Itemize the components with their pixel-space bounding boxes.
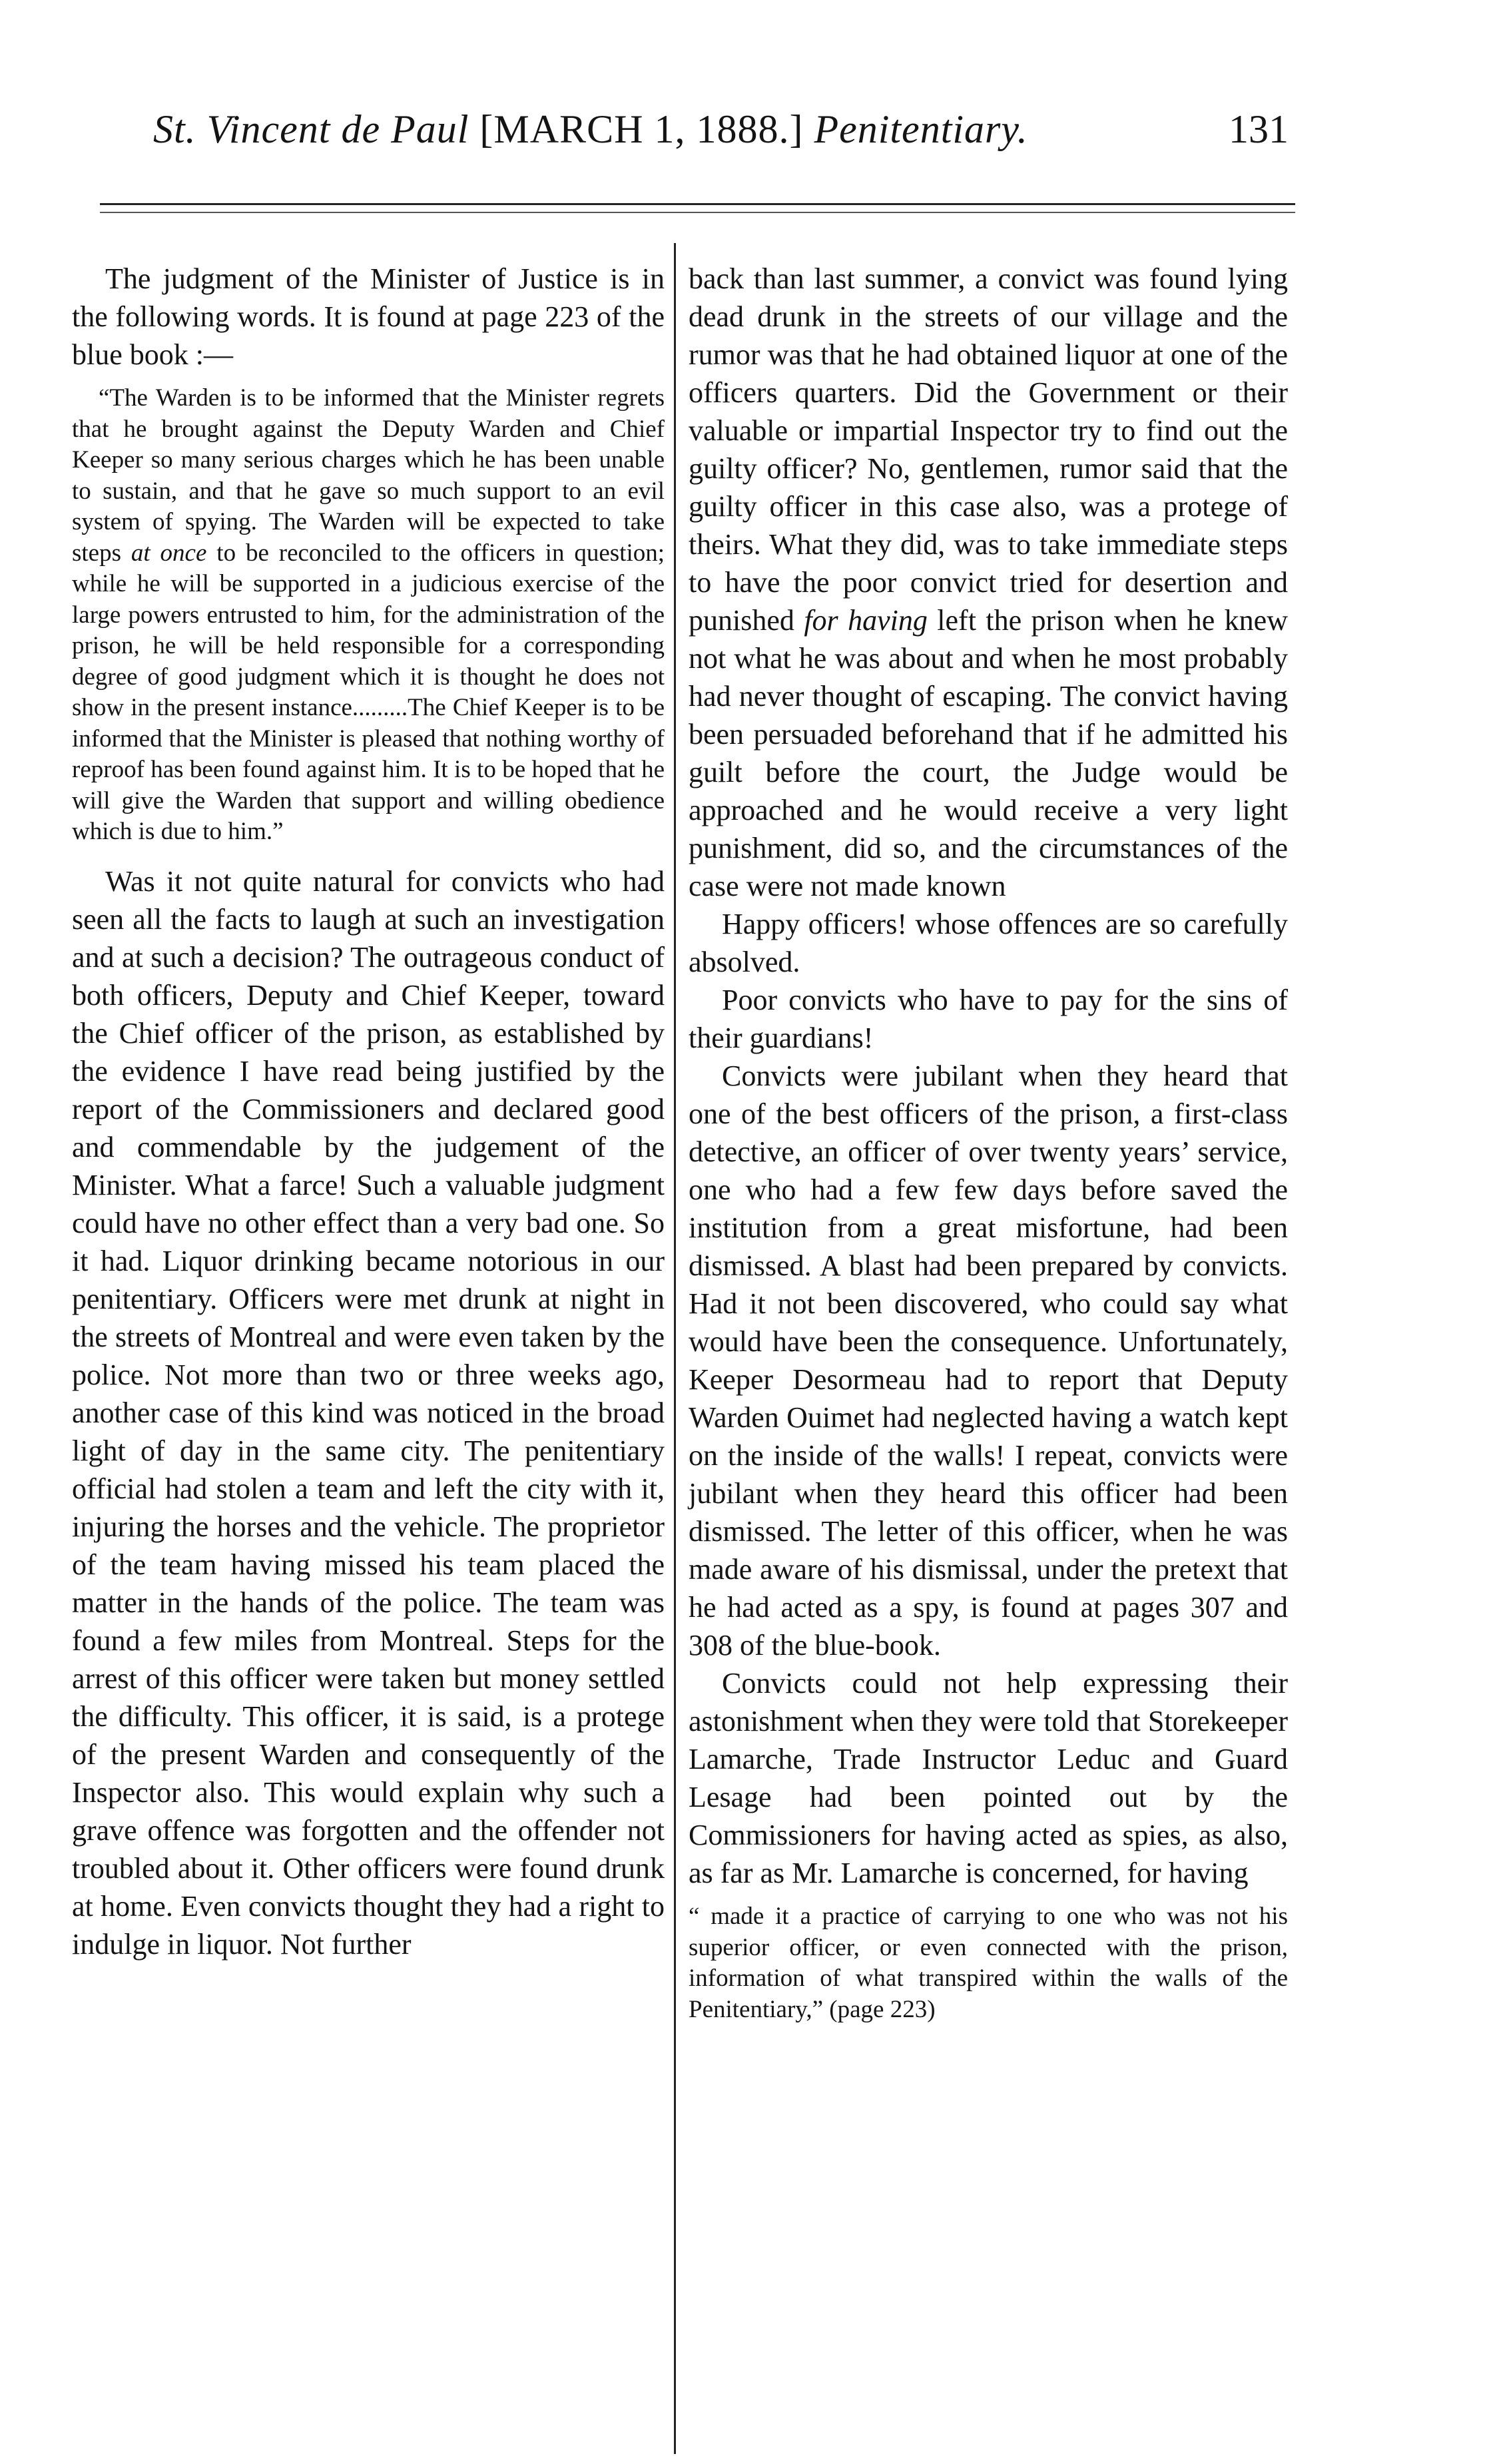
paragraph-part-a: back than last summer, a convict was found lying dead drunk in the streets of our village and the rumor was that he had obtained liquor at one of the officers quarters. Did the Government or their valuable or impartial Inspector try to find out the guilty officer? No, gentlemen, rumor said that the guilty officer in this case also, was a protege of theirs. What they did, was to take immediate steps to have the poor convict tried for desertion and punished [689, 262, 1288, 637]
title-institution: Penitentiary. [814, 107, 1028, 151]
paragraph-part-b: left the prison when he knew not what he was about and when he most probably had never thought of escaping. The convict having been persuaded beforehand that if he admitted his guilt before the court, the Judge would be approached and he would receive a very light punishment, did so, and the circumstances of the case were not made known [689, 604, 1288, 902]
paragraph-spies: Convicts could not help expressing their astonishment when they were told that Storekeeper Lamarche, Trade Instructor Leduc and Guard Lesage had been pointed out by the Commissioners for having acted as spies, as also, as far as Mr. Lamarche is concerned, for having [689, 1667, 1288, 1889]
quote-emphasis: at once [131, 539, 207, 567]
paragraph-drunk-convict [689, 260, 1288, 905]
quote-part-a: “The Warden is to be informed that the Minister regrets that he brought against the Deputy Warden and Chief Keeper so many serious charges which he has been unable to sustain, and that he gave so much support to an evil system of spying. The Warden will be expected to take steps [72, 384, 665, 567]
title-saint: St. Vincent de Paul [153, 107, 469, 151]
running-title [153, 107, 1028, 153]
paragraph-dismissal: Convicts were jubilant when they heard that one of the best officers of the prison, a first-class detective, an officer of over twenty years’ service, one who had a few few days before saved the institution from a great misfortune, had been dismissed. A blast had been prepared by convicts. Had it not been discovered, who could say what would have been the consequence. Unfortunately, Keeper Desormeau had to report that Deputy Warden Ouimet had neglected having a watch kept on the inside of the walls! I repeat, convicts were jubilant when they heard this officer had been dismissed. The letter of this officer, when he was made aware of his dismissal, under the pretext that he had acted as a spy, is found at pages 307 and 308 of the blue-book. [689, 1060, 1288, 1662]
column-divider [674, 243, 676, 2454]
paragraph-judgment-intro: The judgment of the Minister of Justice is in the following words. It is found at page 223 of the blue book :— [72, 262, 665, 371]
quoted-judgment [72, 383, 665, 848]
paragraph-poor-convicts: Poor convicts who have to pay for the sins of their guardians! [689, 984, 1288, 1054]
header-rule-secondary [100, 212, 1295, 213]
paragraph-happy-officers: Happy officers! whose offences are so carefully absolved. [689, 908, 1288, 978]
right-column [689, 260, 1288, 2025]
page-number: 131 [1229, 107, 1289, 151]
paragraph-convicts-laugh: Was it not quite natural for convicts who had seen all the facts to laugh at such an investigation and at such a decision? The outrageous conduct of both officers, Deputy and Chief Keeper, toward the Chief officer of the prison, as established by the evidence I have read being justified by the report of the Commissioners and declared good and commendable by the judgement of the Minister. What a farce! Such a valuable judgment could have no other effect than a very bad one. So it had. Liquor drinking became notorious in our penitentiary. Officers were met drunk at night in the streets of Montreal and were even taken by the police. Not more than two or three weeks ago, another case of this kind was noticed in the broad light of day in the same city. The penitentiary official had stolen a team and left the city with it, injuring the horses and the vehicle. The proprietor of the team having missed his team placed the matter in the hands of the police. The team was found a few miles from Montreal. Steps for the arrest of this officer were taken but money settled the difficulty. This officer, it is said, is a protege of the present Warden and consequently of the Inspector also. This would explain why such a grave offence was forgotten and the offender not troubled about it. Other officers were found drunk at home. Even convicts thought they had a right to indulge in liquor. Not further [72, 864, 665, 1961]
quoted-passage: “ made it a practice of carrying to one who was not his superior officer, or even connected with the prison, information of what transpired within the walls of the Penitentiary,” (page 223) [689, 1903, 1288, 2023]
paragraph-emphasis: for having [804, 604, 928, 637]
quote-part-b: to be reconciled to the officers in question; while he will be supported in a judicious exercise of the large powers entrusted to him, for the administration of the prison, he will be held responsible for a corresponding degree of good judgment which it is thought he does not show in the present instance.........The Chief Keeper is to be informed that the Minister is pleased that nothing worthy of reproof has been found against him. It is to be hoped that he will give the Warden that support and willing obedience which is due to him.” [72, 539, 665, 845]
title-date: [MARCH 1, 1888.] [479, 107, 804, 151]
left-column [72, 260, 665, 1963]
running-head [0, 107, 1485, 180]
header-rule [100, 203, 1295, 205]
